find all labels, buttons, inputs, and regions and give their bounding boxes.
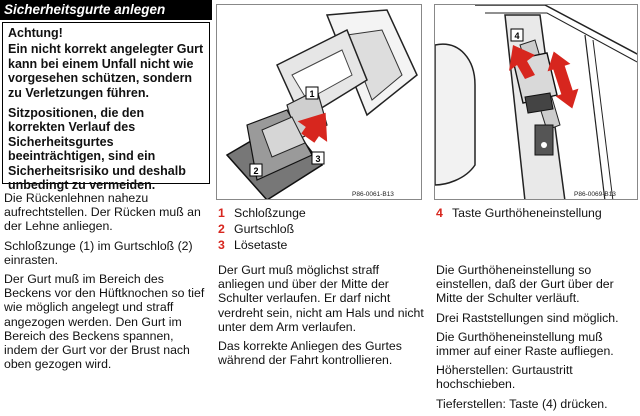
height-adjuster-illustration <box>434 4 638 200</box>
buckle-illustration <box>216 4 422 200</box>
height-adjuster-drawing <box>435 5 638 200</box>
paragraph-raise: Höherstellen: Gurtaustritt hochschieben. <box>436 363 573 392</box>
svg-text:3: 3 <box>315 154 321 164</box>
legend-label: Schloßzunge <box>234 206 306 220</box>
legend-number: 4 <box>436 206 443 220</box>
legend-item-2 <box>218 222 294 237</box>
paragraph-belt-fit: Der Gurt muß möglichst straff anliegen und über der Mitte der Schulter verlaufen. Er darf nicht verdreht sein, nicht am Hals und nicht unter dem Arm verlaufen. <box>218 263 424 334</box>
figure-2-code: P86-0069-B13 <box>574 191 616 198</box>
column-1-text <box>4 191 210 376</box>
paragraph-three-positions: Drei Raststellungen sind möglich. <box>436 310 619 325</box>
legend-label: Taste Gurthöheneinstellung <box>452 206 602 220</box>
paragraph-lower: Tieferstellen: Taste (4) drücken. <box>436 396 608 411</box>
paragraph-check: Das korrekte Anliegen des Gurtes während der Fahrt kontrollieren. <box>218 339 402 368</box>
column-3-text <box>436 263 636 416</box>
legend-item-4 <box>436 206 602 221</box>
legend-label: Lösetaste <box>234 238 288 252</box>
buckle-drawing <box>217 5 422 200</box>
legend-number: 3 <box>218 238 225 252</box>
legend-item-1 <box>218 206 306 221</box>
legend-number: 2 <box>218 222 225 236</box>
warning-box <box>2 22 210 193</box>
legend-label: Gurtschloß <box>234 222 295 236</box>
figure-1-code: P86-0061-B13 <box>352 191 394 198</box>
svg-text:2: 2 <box>253 166 259 176</box>
paragraph-backrest: Die Rückenlehnen nahezu aufrechtstellen. Der Rücken muß an der Lehne anliegen. <box>4 191 201 234</box>
column-2-text <box>218 263 426 372</box>
legend-number: 1 <box>218 206 225 220</box>
paragraph-latch: Schloßzunge (1) im Gurtschloß (2) einrasten. <box>4 238 193 267</box>
page-title: Sicherheitsgurte anlegen <box>0 0 212 20</box>
paragraph-height-adjust: Die Gurthöheneinstellung so einstellen, daß der Gurt über der Mitte der Schulter verläuft. <box>436 263 614 306</box>
warning-title: Achtung! <box>8 26 63 40</box>
legend-item-3 <box>218 238 287 253</box>
svg-text:4: 4 <box>514 31 520 41</box>
warning-paragraph-1: Ein nicht korrekt angelegter Gurt kann bei einem Unfall nicht wie vorgesehen schützen, sondern zu Verletzungen führen. <box>8 42 204 100</box>
paragraph-detent: Die Gurthöheneinstellung muß immer auf einer Raste aufliegen. <box>436 329 614 359</box>
paragraph-lap-belt: Der Gurt muß im Bereich des Beckens vor den Hüftknochen so tief wie möglich angelegt und straff angezogen werden. Den Gurt im Bereich des Beckens spannen, indem der Gurt vor der Brust nach oben gezogen wird. <box>4 272 205 372</box>
svg-text:1: 1 <box>309 89 315 99</box>
warning-paragraph-2: Sitzpositionen, die den korrekten Verlauf des Sicherheitsgurtes beeinträchtigen, sind ein Sicherheitsrisiko und deshalb unbedingt zu vermeiden. <box>8 106 186 193</box>
